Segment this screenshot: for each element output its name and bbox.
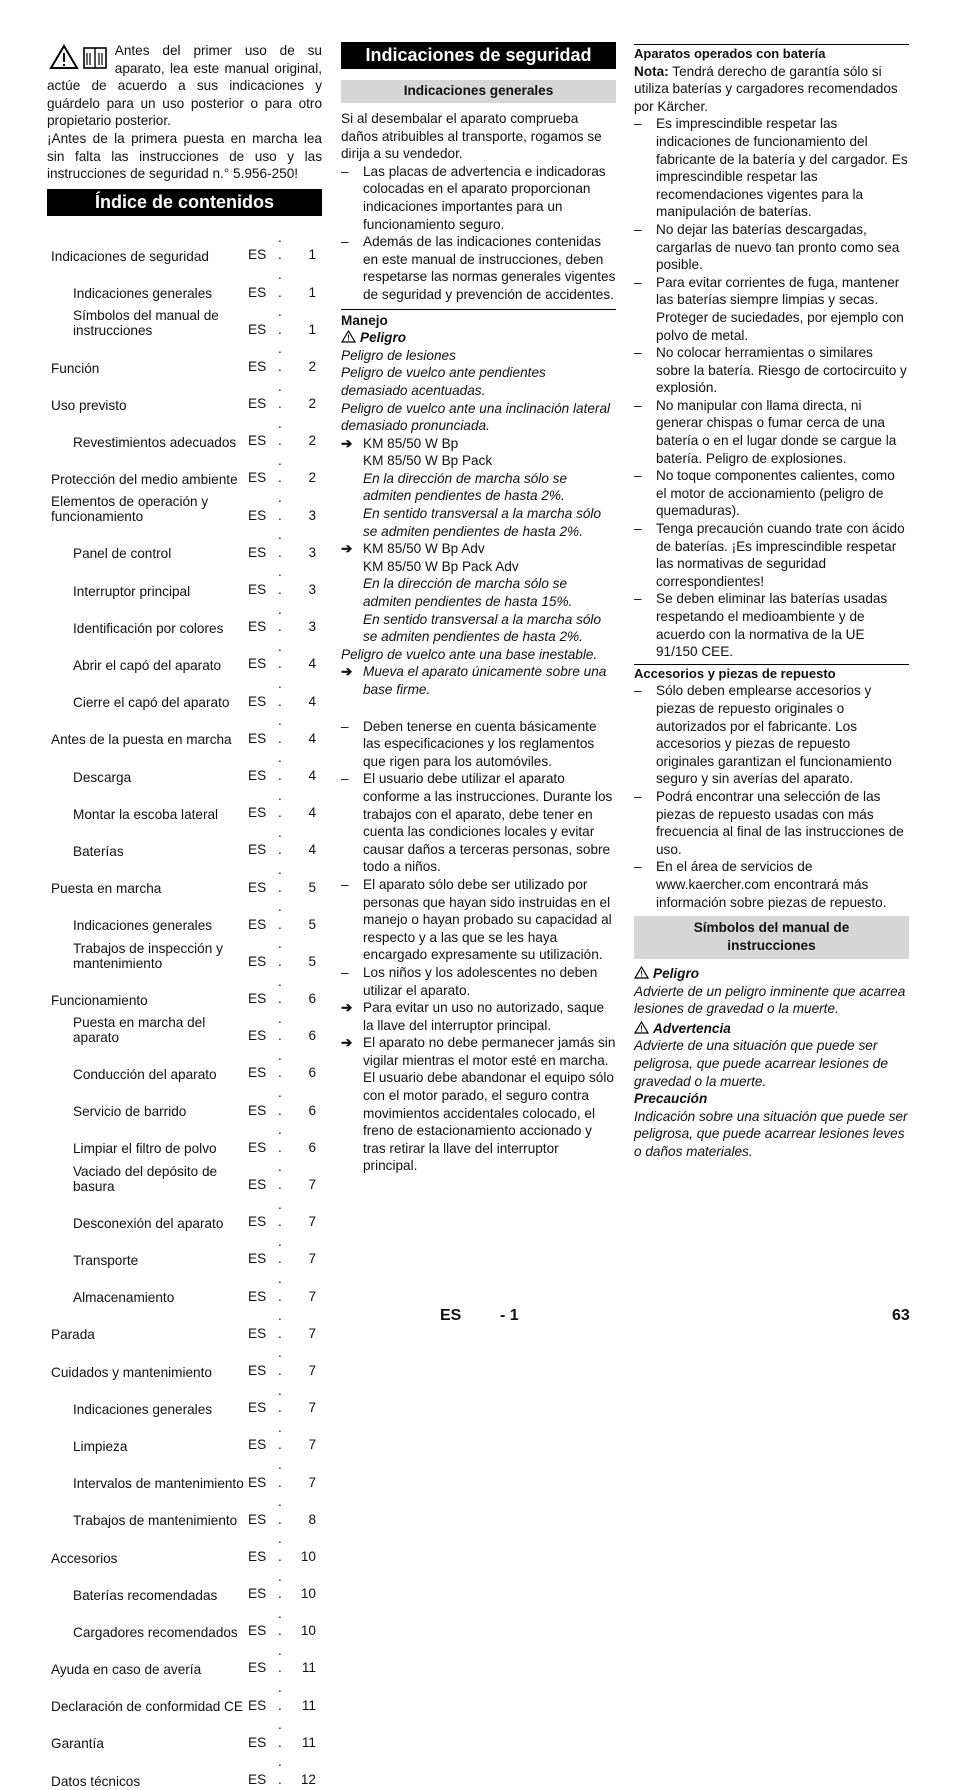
toc-dot-leader: . .	[278, 452, 283, 486]
toc-entry[interactable]	[47, 1604, 322, 1641]
warning-triangle-icon	[49, 44, 79, 70]
toc-entry-page: 2	[308, 358, 316, 374]
toc-entry-lang: ES	[248, 916, 267, 932]
toc-entry-lang: ES	[248, 767, 267, 783]
toc-entry-title: Servicio de barrido	[73, 1104, 187, 1120]
toc-dot-leader: . .	[278, 1494, 283, 1527]
toc-entry-page: 7	[308, 1325, 316, 1341]
toc-entry-page: 7	[308, 1362, 316, 1378]
toc-entry[interactable]	[47, 525, 322, 562]
toc-dot-leader: . .	[278, 564, 283, 598]
toc-entry-lang: ES	[248, 1177, 267, 1193]
toc-dot-leader: . .	[278, 1047, 283, 1081]
toc-entry-lang: ES	[248, 1325, 267, 1341]
toc-entry-page: 7	[308, 1177, 316, 1193]
column-left	[47, 42, 322, 1790]
toc-entry[interactable]	[47, 711, 322, 748]
toc-entry-title: Revestimientos adecuados	[73, 434, 237, 450]
toc-entry-lang: ES	[248, 1548, 267, 1564]
toc-entry-lang: ES	[248, 544, 267, 560]
toc-dot-leader: . .	[278, 1605, 283, 1639]
toc-entry-title: Ayuda en caso de avería	[51, 1662, 202, 1678]
toc-entry[interactable]	[47, 637, 322, 674]
toc-entry-lang: ES	[248, 1288, 267, 1304]
toc-entry-lang: ES	[248, 1474, 267, 1490]
toc-entry-page: 5	[308, 916, 316, 932]
arrow-text: Para evitar un uso no autorizado, saque la llave del interruptor principal.	[363, 1000, 605, 1033]
warning-triangle-icon	[634, 966, 649, 979]
toc-entry-title: Intervalos de mantenimiento	[73, 1476, 244, 1492]
toc-entry-title: Transporte	[73, 1253, 139, 1268]
toc-entry[interactable]	[47, 1269, 322, 1306]
toc-entry-title: Uso previsto	[51, 397, 127, 413]
toc-entry-lang: ES	[248, 321, 267, 337]
toc-entry-page: 8	[308, 1511, 316, 1527]
toc-entry-page: 4	[308, 656, 316, 672]
toc-entry[interactable]	[47, 1529, 322, 1566]
toc-entry-title: Identificación por colores	[73, 620, 224, 636]
arrow-right-icon: ➔	[341, 541, 353, 557]
toc-dot-leader: . .	[278, 229, 283, 263]
toc-entry-page: 6	[308, 1102, 316, 1118]
toc-entry-lang: ES	[248, 1400, 267, 1416]
toc-entry-page: 2	[308, 396, 316, 412]
toc-entry[interactable]	[47, 1343, 322, 1380]
toc-entry[interactable]	[47, 1083, 322, 1120]
list-item: – El usuario debe utilizar el aparato conforme a las instrucciones. Durante los trabajos con el aparato, debe tener en cuenta las condiciones locales y evitar causar daños a terceras personas, sobre todo a niños.	[341, 770, 616, 876]
toc-entry-title: Declaración de conformidad CE	[51, 1699, 243, 1715]
model-note: En sentido transversal a la marcha sólo se admiten pendientes de hasta 2%.	[363, 611, 602, 645]
toc-entry-page: 3	[308, 582, 316, 598]
toc-entry-title: Abrir el capó del aparato	[73, 658, 222, 673]
divider	[341, 309, 616, 310]
toc-entry[interactable]	[47, 339, 322, 376]
toc-entry[interactable]	[47, 1306, 322, 1343]
toc-dot-leader: . .	[278, 899, 283, 932]
toc-entry-lang: ES	[248, 805, 267, 821]
toc-entry-page: 7	[308, 1437, 316, 1453]
intro-icons	[49, 44, 107, 75]
peligro-text: Peligro	[360, 330, 407, 346]
list-item: – Deben tenerse en cuenta básicamente las especificaciones y los reglamentos que rigen para los automóviles.	[341, 718, 616, 771]
toc-entry[interactable]	[47, 1567, 322, 1604]
toc-dot-leader: . .	[278, 713, 283, 746]
arrow-text: El aparato no debe permanecer jamás sin vigilar mientras el motor esté en marcha. El usuario debe abandonar el equipo sólo con el motor parado, el seguro contra movimientos accidentales colocado, el freno de estacionamiento accionado y tras retirar la llave del interruptor principal.	[363, 1035, 616, 1174]
danger-line: Peligro de vuelco ante pendientes demasiado acentuadas.	[341, 365, 546, 398]
toc-entry-page: 11	[301, 1734, 316, 1750]
toc-dot-leader: . .	[278, 1419, 283, 1453]
toc-dot-leader: . .	[278, 1345, 283, 1378]
toc-entry[interactable]	[47, 972, 322, 1009]
toc-entry-lang: ES	[248, 1251, 267, 1267]
toc-entry-lang: ES	[248, 656, 267, 672]
arrow-right-icon: ➔	[341, 1035, 353, 1051]
list-item: – Sólo deben emplearse accesorios y piezas de repuesto originales o autorizados por el fabricante. Los accesorios y piezas de repuesto originales garantizan el funcionamiento seguro y sin averías del aparato.	[634, 682, 909, 788]
toc-entry[interactable]	[47, 1455, 322, 1492]
toc-entry-title: Indicaciones generales	[73, 918, 213, 934]
toc-dot-leader: . .	[278, 973, 283, 1007]
list-item	[341, 999, 616, 1034]
toc-entry[interactable]	[47, 228, 322, 265]
list-item: – No colocar herramientas o similares sobre la batería. Riesgo de cortocircuito y explosión.	[634, 344, 909, 397]
footer-lang: ES	[440, 1307, 462, 1324]
toc-entry-title: Puesta en marcha	[51, 881, 162, 897]
arrow-right-icon: ➔	[341, 664, 353, 680]
toc-entry-title: Indicaciones generales	[73, 1401, 213, 1417]
toc-entry-page: 5	[308, 879, 316, 895]
toc-entry-page: 4	[308, 767, 316, 783]
toc-dot-leader: . .	[278, 601, 283, 635]
toc-entry-lang: ES	[248, 284, 267, 300]
toc-entry[interactable]	[47, 934, 322, 971]
toc-entry-page: 12	[300, 1772, 316, 1788]
toc-entry-title: Indicaciones generales	[73, 286, 213, 302]
model-note: En sentido transversal a la marcha sólo se admiten pendientes de hasta 2%.	[363, 506, 602, 539]
list-item: – Los niños y los adolescentes no deben utilizar el aparato.	[341, 964, 616, 999]
toc-entry-lang: ES	[248, 1139, 267, 1155]
toc-entry-page: 10	[300, 1586, 316, 1602]
toc-entry-lang: ES	[248, 1772, 267, 1788]
list-item	[341, 1034, 616, 1175]
toc-entry-title: Limpieza	[73, 1438, 128, 1454]
toc-entry[interactable]	[47, 1232, 322, 1269]
toc-entry-title: Antes de la puesta en marcha	[51, 732, 232, 748]
manual-book-icon	[83, 46, 107, 70]
toc-dot-leader: . .	[278, 1122, 283, 1155]
toc-entry-lang: ES	[248, 1511, 267, 1527]
toc-entry-page: 7	[308, 1214, 316, 1230]
toc-entry-page: 1	[308, 247, 316, 263]
battery-heading: Aparatos operados con batería	[634, 46, 826, 61]
toc-dot-leader: . .	[278, 1568, 283, 1602]
list-item: – Se deben eliminar las baterías usadas respetando el medioambiente y de acuerdo con la normativa de la UE 91/150 CEE.	[634, 590, 909, 660]
toc-dot-leader: . .	[278, 304, 283, 337]
toc-entry-lang: ES	[248, 358, 267, 374]
general-intro: Si al desembalar el aparato comprueba daños atribuibles al transporte, rogamos se dirija a su vendedor.	[341, 111, 602, 162]
toc-entry-lang: ES	[248, 247, 267, 263]
column-right	[634, 42, 909, 1161]
toc-entry-title: Interruptor principal	[73, 583, 191, 599]
toc-entry-title: Panel de control	[73, 546, 172, 562]
toc-dot-leader: . .	[278, 676, 283, 709]
toc-entry-title: Función	[51, 360, 100, 376]
toc-dot-leader: . .	[278, 1085, 283, 1118]
toc-dot-leader: . .	[278, 1010, 283, 1044]
toc-entry[interactable]	[47, 265, 322, 302]
model-block-2	[341, 540, 616, 646]
list-item: – Tenga precaución cuando trate con ácido de baterías. ¡Es imprescindible respetar las normativas de seguridad correspondientes!	[634, 520, 909, 590]
toc-dot-leader: . .	[278, 1642, 283, 1676]
toc-entry-page: 4	[308, 805, 316, 821]
list-item: – Podrá encontrar una selección de las piezas de repuesto usadas con más frecuencia al final de las instrucciones de uso.	[634, 788, 909, 858]
peligro-label	[634, 965, 909, 983]
model-name: KM 85/50 W Bp Pack	[363, 453, 493, 469]
toc-entry[interactable]	[47, 1752, 322, 1789]
advertencia-description: Advierte de una situación que puede ser peligrosa, que puede acarrear lesiones de gravedad o la muerte.	[634, 1038, 888, 1089]
toc-entry-title: Datos técnicos	[51, 1773, 141, 1789]
toc-entry-title: Montar la escoba lateral	[73, 806, 219, 822]
toc-entry-lang: ES	[248, 396, 267, 412]
warning-triangle-icon	[634, 1021, 649, 1034]
list-item: – Además de las indicaciones contenidas en este manual de instrucciones, deben respetarse las normas generales vigentes de seguridad y prevención de accidentes.	[341, 233, 616, 303]
toc-dot-leader: . .	[278, 1308, 283, 1341]
toc-entry-lang: ES	[248, 1697, 267, 1713]
toc-entry-title: Cierre el capó del aparato	[73, 695, 230, 711]
model-name: KM 85/50 W Bp	[363, 435, 459, 451]
toc-entry-lang: ES	[248, 1586, 267, 1602]
toc-entry-title: Vaciado del depósito de basura	[73, 1163, 218, 1194]
peligro-description: Advierte de un peligro inminente que acarrea lesiones de gravedad o la muerte.	[634, 983, 906, 1017]
toc-entry[interactable]	[47, 748, 322, 785]
toc-entry[interactable]	[47, 1009, 322, 1046]
toc-entry-lang: ES	[248, 1214, 267, 1230]
toc-entry-lang: ES	[248, 879, 267, 895]
toc-entry-title: Garantía	[51, 1736, 104, 1752]
toc-entry-page: 3	[308, 507, 316, 523]
toc-entry[interactable]	[47, 488, 322, 525]
peligro-label	[341, 329, 616, 347]
toc-entry-lang: ES	[248, 693, 267, 709]
toc-entry[interactable]	[47, 451, 322, 488]
toc-entry-lang: ES	[248, 1734, 267, 1750]
toc-entry[interactable]	[47, 1381, 322, 1418]
toc-dot-leader: . .	[278, 750, 283, 783]
toc-entry-title: Limpiar el filtro de polvo	[73, 1141, 217, 1157]
toc-dot-leader: . .	[278, 527, 283, 560]
toc-dot-leader: . .	[278, 638, 283, 672]
toc-entry-page: 5	[308, 953, 316, 969]
toc-entry-lang: ES	[248, 1437, 267, 1453]
danger-line: Peligro de vuelco ante una inclinación lateral demasiado pronunciada.	[341, 400, 611, 434]
toc-dot-leader: . .	[278, 861, 283, 895]
toc-dot-leader: . .	[278, 1271, 283, 1304]
toc-entry[interactable]	[47, 860, 322, 897]
toc-entry-lang: ES	[248, 470, 267, 486]
toc-dot-leader: . .	[278, 936, 283, 969]
toc-entry-page: 2	[308, 433, 316, 449]
toc-dot-leader: . .	[278, 1196, 283, 1230]
advertencia-label	[634, 1020, 909, 1038]
toc-dot-leader: . .	[278, 490, 283, 523]
model-block-1	[341, 435, 616, 541]
footer-page-number: 63	[892, 1307, 910, 1324]
toc-entry[interactable]	[47, 1492, 322, 1529]
peligro-text: Peligro	[653, 966, 700, 982]
toc-entry-lang: ES	[248, 842, 267, 858]
toc-dot-leader: . .	[278, 787, 283, 821]
toc-entry-title: Conducción del aparato	[73, 1067, 217, 1083]
precaucion-description: Indicación sobre una situación que puede ser peligrosa, que puede acarrear lesiones leves o daños materiales.	[634, 1108, 908, 1160]
general-subheading: Indicaciones generales	[341, 80, 616, 103]
symbols-subheading: Símbolos del manual de instrucciones	[634, 916, 909, 959]
toc-entry[interactable]	[47, 1641, 322, 1678]
toc-entry-title: Indicaciones de seguridad	[51, 248, 209, 264]
toc-dot-leader: . .	[278, 1233, 283, 1267]
model-note: En la dirección de marcha sólo se admiten pendientes de hasta 15%.	[363, 576, 573, 610]
toc-entry-lang: ES	[248, 953, 267, 969]
toc-entry-page: 11	[301, 1660, 316, 1676]
toc-entry[interactable]	[47, 897, 322, 934]
toc-entry[interactable]	[47, 1195, 322, 1232]
toc-entry-lang: ES	[248, 582, 267, 598]
danger-line: Peligro de lesiones	[341, 347, 456, 363]
table-of-contents	[47, 228, 322, 1790]
safety-heading: Indicaciones de seguridad	[341, 42, 616, 69]
column-middle	[341, 42, 616, 1175]
list-item: – Para evitar corrientes de fuga, mantener las baterías siempre limpias y secas. Proteger de suciedades, por ejemplo con polvo de metal.	[634, 274, 909, 344]
model-name: KM 85/50 W Bp Pack Adv	[363, 558, 519, 574]
toc-entry-lang: ES	[248, 1028, 267, 1044]
toc-dot-leader: . .	[278, 1159, 283, 1193]
model-note: En la dirección de marcha sólo se admiten pendientes de hasta 2%.	[363, 470, 568, 504]
toc-entry-page: 6	[308, 991, 316, 1007]
toc-entry[interactable]	[47, 1678, 322, 1715]
toc-entry[interactable]	[47, 377, 322, 414]
toc-entry-page: 4	[308, 693, 316, 709]
toc-dot-leader: . .	[278, 1680, 283, 1713]
list-item: – El aparato sólo debe ser utilizado por personas que hayan sido instruidas en el manejo o hayan probado su capacidad al respecto y a las que se les haya encargado expresamente su utilización.	[341, 876, 616, 964]
toc-entry-title: Cargadores recomendados	[73, 1624, 238, 1640]
toc-entry-title: Cuidados y mantenimiento	[51, 1364, 212, 1380]
toc-entry-title: Protección del medio ambiente	[51, 472, 238, 488]
toc-entry-page: 6	[308, 1028, 316, 1044]
toc-entry[interactable]	[47, 1046, 322, 1083]
toc-entry-page: 10	[300, 1548, 316, 1564]
toc-entry-page: 4	[308, 730, 316, 746]
toc-entry-title: Accesorios	[51, 1550, 118, 1566]
toc-entry-title: Baterías recomendadas	[73, 1587, 218, 1603]
nota-label: Nota:	[634, 63, 669, 79]
toc-dot-leader: . .	[278, 1382, 283, 1416]
toc-entry-title: Parada	[51, 1327, 95, 1343]
warning-triangle-icon	[341, 330, 356, 343]
toc-entry[interactable]	[47, 1418, 322, 1455]
toc-dot-leader: . .	[278, 266, 283, 300]
toc-entry-page: 7	[308, 1288, 316, 1304]
intro-second-paragraph: ¡Antes de la primera puesta en marcha lea sin falta las instrucciones de uso y las instrucciones de seguridad n.° 5.956-250!	[47, 130, 322, 182]
arrow-right-icon: ➔	[341, 435, 353, 451]
manejo-heading: Manejo	[341, 312, 388, 328]
toc-entry-lang: ES	[248, 619, 267, 635]
toc-entry-title: Puesta en marcha del aparato	[73, 1014, 206, 1045]
list-item: – En el área de servicios de www.kaercher.com encontrará más información sobre piezas de repuesto.	[634, 858, 909, 911]
toc-dot-leader: . .	[278, 1531, 283, 1564]
toc-entry-page: 3	[308, 619, 316, 635]
toc-entry-page: 2	[308, 470, 316, 486]
toc-entry-lang: ES	[248, 433, 267, 449]
toc-entry-page: 1	[308, 284, 316, 300]
toc-dot-leader: . .	[278, 415, 283, 449]
toc-entry-title: Símbolos del manual de instrucciones	[73, 308, 219, 339]
toc-entry-lang: ES	[248, 1362, 267, 1378]
toc-entry-page: 10	[300, 1623, 316, 1639]
nota-text: Tendrá derecho de garantía sólo si utiliza baterías y cargadores recomendados por Kärcher.	[634, 63, 898, 114]
toc-entry-title: Trabajos de mantenimiento	[73, 1513, 238, 1529]
model-name: KM 85/50 W Bp Adv	[363, 541, 485, 557]
toc-entry-page: 1	[308, 321, 316, 337]
base-warning: Peligro de vuelco ante una base inestable.	[341, 646, 598, 662]
toc-entry[interactable]	[47, 1120, 322, 1157]
precaucion-label: Precaución	[634, 1091, 708, 1107]
toc-entry-page: 6	[308, 1065, 316, 1081]
toc-entry-lang: ES	[248, 1065, 267, 1081]
list-item: – No manipular con llama directa, ni generar chispas o fumar cerca de una batería o en el lugar donde se cargue la batería. Peligro de explosiones.	[634, 397, 909, 467]
toc-entry-title: Desconexión del aparato	[73, 1215, 224, 1231]
base-action	[341, 663, 616, 698]
list-item: – Las placas de advertencia e indicadoras colocadas en el aparato proporcionan indicaciones importantes para un funcionamiento seguro.	[341, 163, 616, 233]
toc-entry-title: Baterías	[73, 843, 124, 859]
toc-dot-leader: . .	[278, 341, 283, 374]
list-item: – No dejar las baterías descargadas, cargarlas de nuevo tan pronto como sea posible.	[634, 221, 909, 274]
toc-entry[interactable]	[47, 786, 322, 823]
toc-entry-title: Trabajos de inspección y mantenimiento	[73, 940, 223, 971]
toc-entry[interactable]	[47, 302, 322, 339]
toc-dot-leader: . .	[278, 1456, 283, 1490]
toc-dot-leader: . .	[278, 1717, 283, 1750]
toc-entry-lang: ES	[248, 507, 267, 523]
list-item: – No toque componentes calientes, como el motor de accionamiento (peligro de quemaduras).	[634, 467, 909, 520]
arrow-right-icon: ➔	[341, 1000, 353, 1016]
toc-entry-title: Elementos de operación y funcionamiento	[51, 494, 209, 525]
toc-entry[interactable]	[47, 600, 322, 637]
toc-entry-page: 3	[308, 544, 316, 560]
toc-entry-title: Descarga	[73, 769, 132, 785]
toc-entry[interactable]	[47, 823, 322, 860]
toc-entry[interactable]	[47, 1157, 322, 1194]
toc-entry-page: 7	[308, 1474, 316, 1490]
toc-entry-page: 11	[301, 1697, 316, 1713]
footer-subpage: - 1	[500, 1307, 519, 1324]
base-action-text: Mueva el aparato únicamente sobre una base firme.	[363, 664, 607, 697]
advertencia-text: Advertencia	[653, 1020, 731, 1036]
toc-entry-page: 7	[308, 1251, 316, 1267]
toc-entry-title: Funcionamiento	[51, 992, 148, 1008]
intro-first-paragraph: Antes del primer uso de su aparato, lea este manual original, actúe de acuerdo a sus indicaciones y guárdelo para un uso posterior o para otro propietario posterior.	[47, 43, 322, 129]
list-item: – Es imprescindible respetar las indicaciones de funcionamiento del fabricante de la batería y del cargador. Es imprescindible respetar las recomendaciones vigentes para la manipulación de baterías.	[634, 115, 909, 221]
nota-paragraph	[634, 63, 909, 116]
toc-entry-page: 7	[308, 1400, 316, 1416]
toc-entry-page: 6	[308, 1139, 316, 1155]
toc-entry-lang: ES	[248, 730, 267, 746]
toc-entry[interactable]	[47, 414, 322, 451]
toc-heading: Índice de contenidos	[47, 189, 322, 216]
toc-dot-leader: . .	[278, 378, 283, 412]
toc-entry-lang: ES	[248, 991, 267, 1007]
toc-entry[interactable]	[47, 1715, 322, 1752]
toc-dot-leader: . .	[278, 824, 283, 858]
toc-entry[interactable]	[47, 674, 322, 711]
toc-entry-lang: ES	[248, 1660, 267, 1676]
toc-entry[interactable]	[47, 562, 322, 599]
toc-entry-page: 4	[308, 842, 316, 858]
accessories-heading: Accesorios y piezas de repuesto	[634, 665, 836, 681]
toc-entry-title: Almacenamiento	[73, 1290, 175, 1306]
toc-entry-lang: ES	[248, 1102, 267, 1118]
toc-dot-leader: . .	[278, 1754, 283, 1788]
toc-entry-lang: ES	[248, 1623, 267, 1639]
